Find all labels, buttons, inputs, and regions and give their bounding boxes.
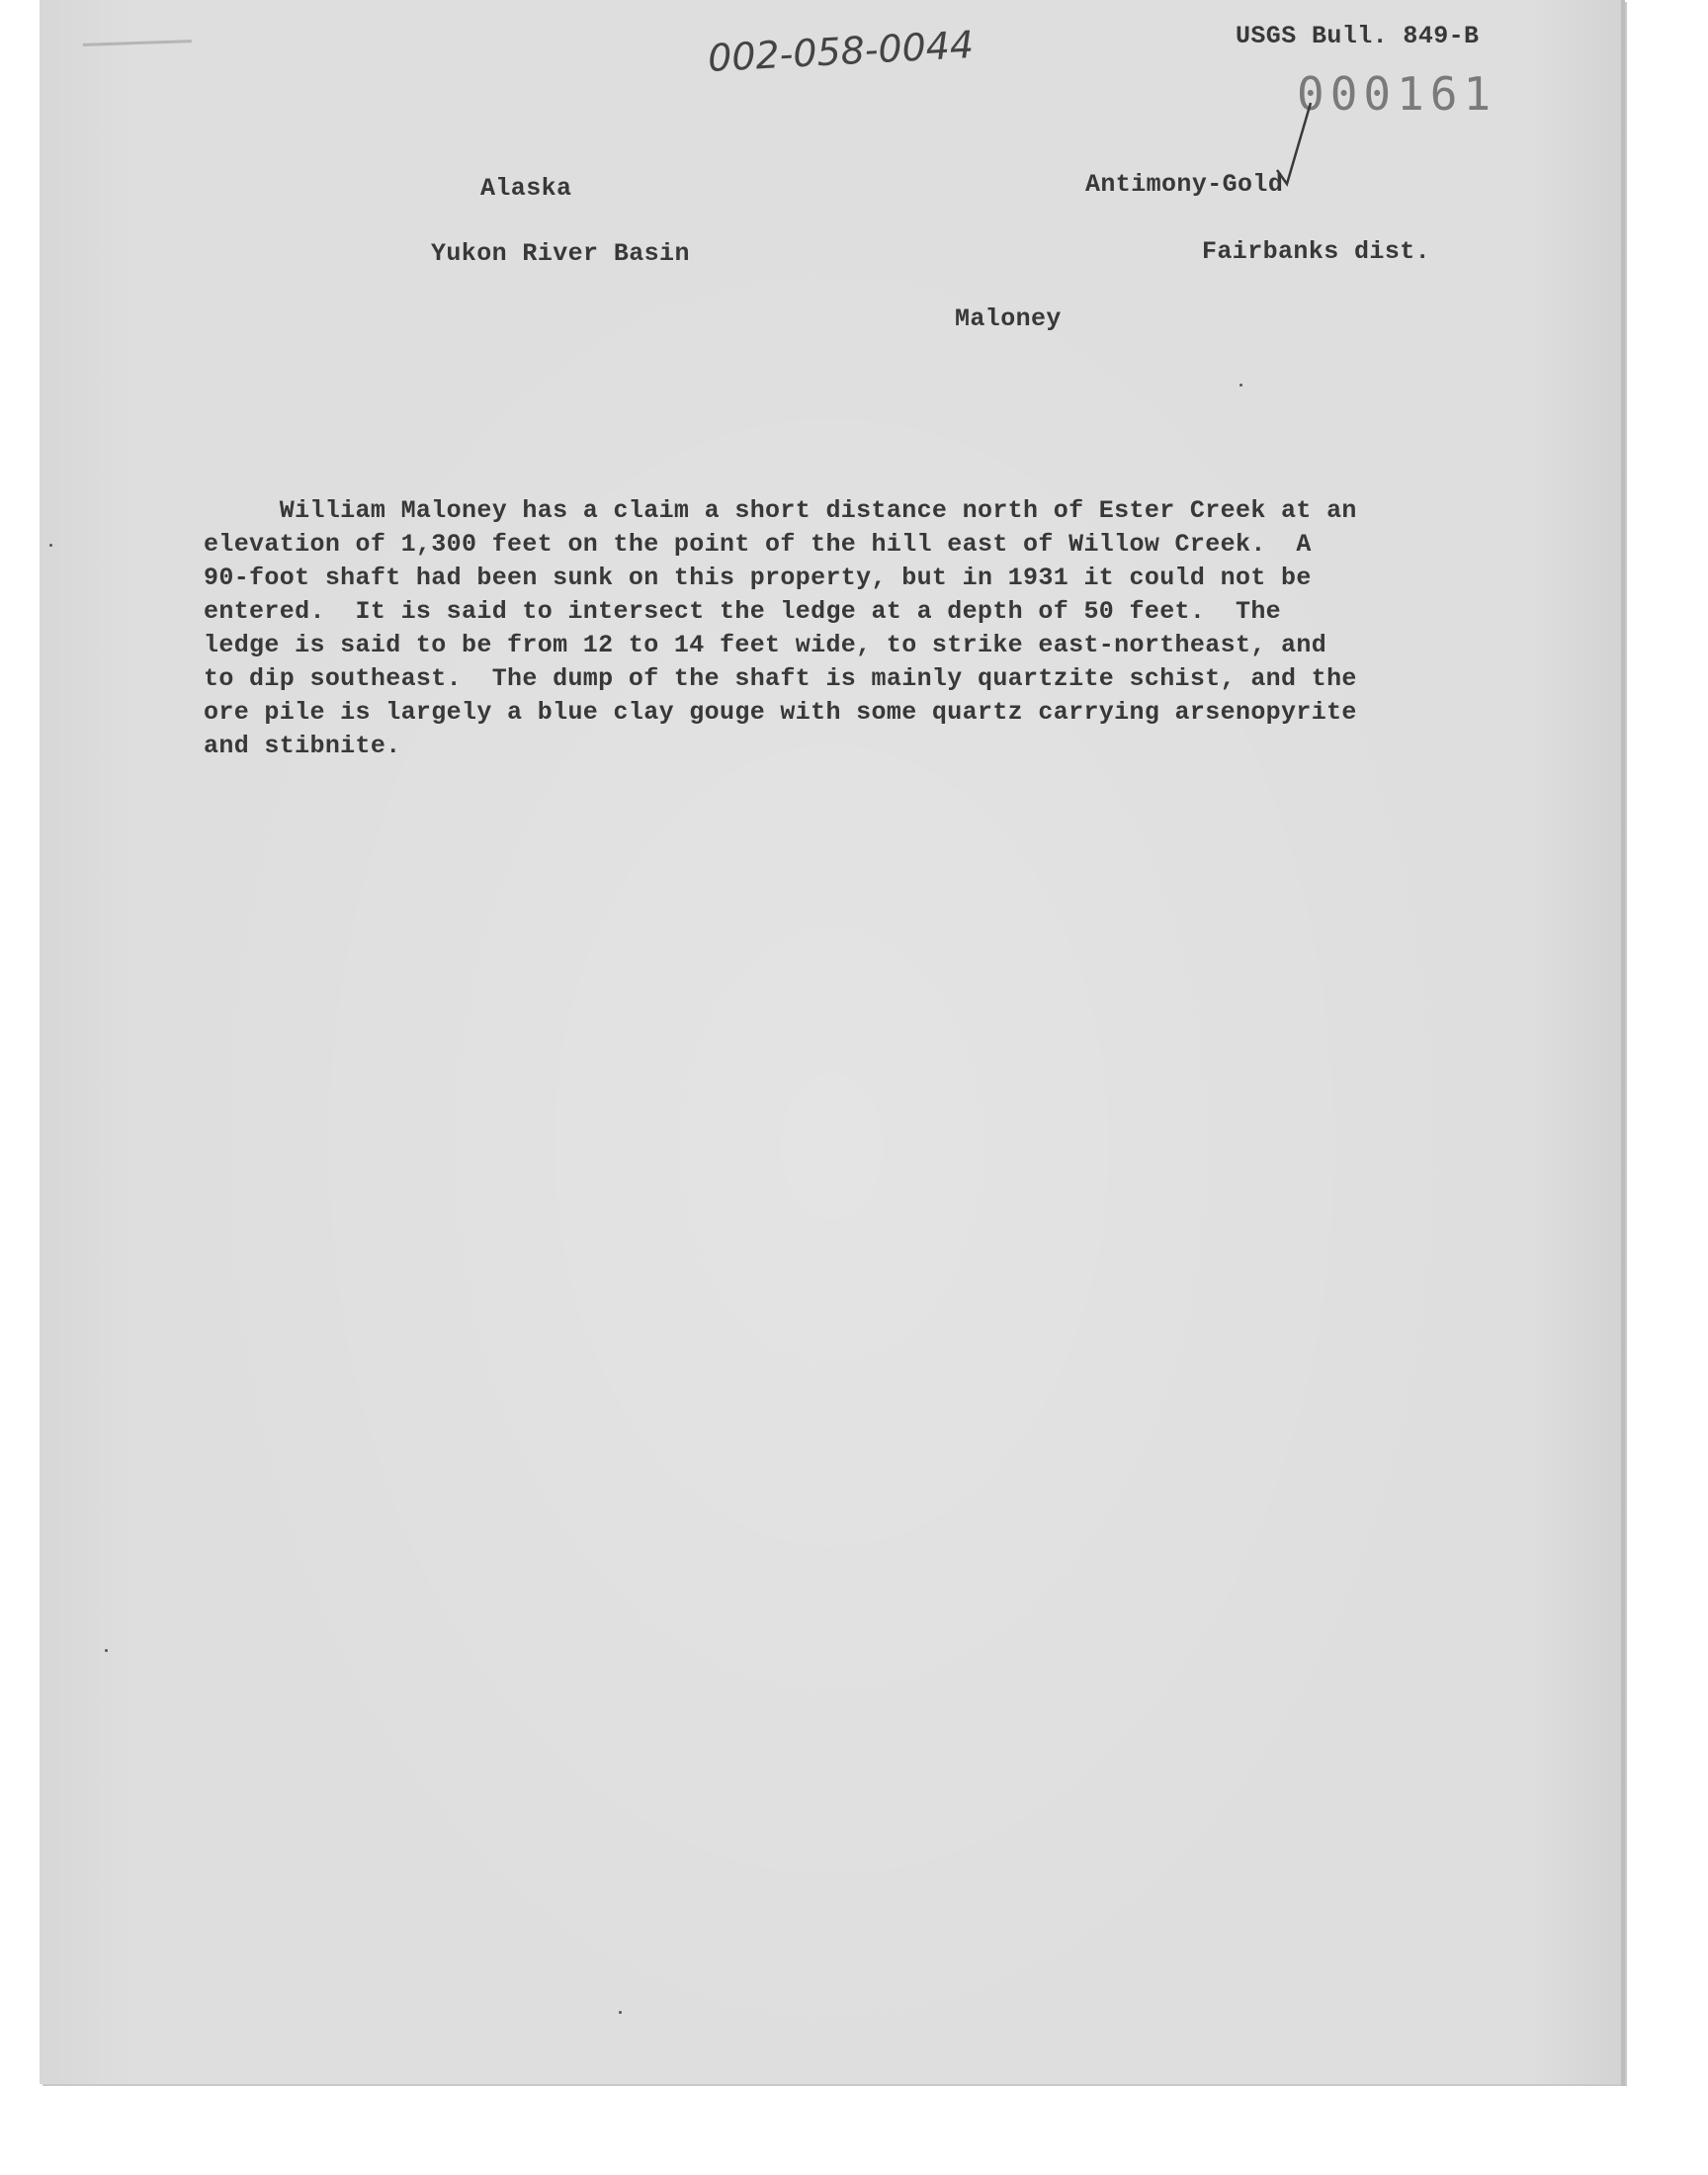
handwritten-file-number: 002-058-0044 bbox=[707, 22, 976, 81]
paragraph-line: ore pile is largely a blue clay gouge with some quartz carrying arsenopyrite bbox=[204, 698, 1357, 727]
scan-speck bbox=[105, 1649, 108, 1652]
paragraph-line: and stibnite. bbox=[204, 732, 401, 760]
region-label: Yukon River Basin bbox=[431, 239, 690, 268]
bulletin-reference: USGS Bull. 849-B bbox=[1236, 22, 1480, 50]
paragraph-line: 90-foot shaft had been sunk on this property, but in 1931 it could not be bbox=[204, 564, 1312, 592]
stamp-number: 000161 bbox=[1297, 67, 1497, 121]
district-label: Fairbanks dist. bbox=[1202, 237, 1431, 266]
property-title: Maloney bbox=[955, 304, 1062, 333]
paragraph-line: to dip southeast. The dump of the shaft is mainly quartzite schist, and the bbox=[204, 664, 1357, 693]
document-page bbox=[40, 0, 1624, 2084]
state-label: Alaska bbox=[480, 174, 572, 203]
paragraph-line: William Maloney has a claim a short distance north of Ester Creek at an bbox=[204, 496, 1357, 525]
scan-speck bbox=[49, 544, 52, 547]
scan-speck bbox=[1239, 384, 1242, 387]
paragraph-line: entered. It is said to intersect the ledge at a depth of 50 feet. The bbox=[204, 597, 1282, 626]
page-edge bbox=[1621, 0, 1625, 2086]
paragraph-line: ledge is said to be from 12 to 14 feet wide, to strike east-northeast, and bbox=[204, 631, 1327, 659]
scan-speck bbox=[619, 2011, 622, 2014]
paragraph-line: elevation of 1,300 feet on the point of the hill east of Willow Creek. A bbox=[204, 530, 1312, 559]
commodity-label: Antimony-Gold bbox=[1085, 170, 1284, 199]
